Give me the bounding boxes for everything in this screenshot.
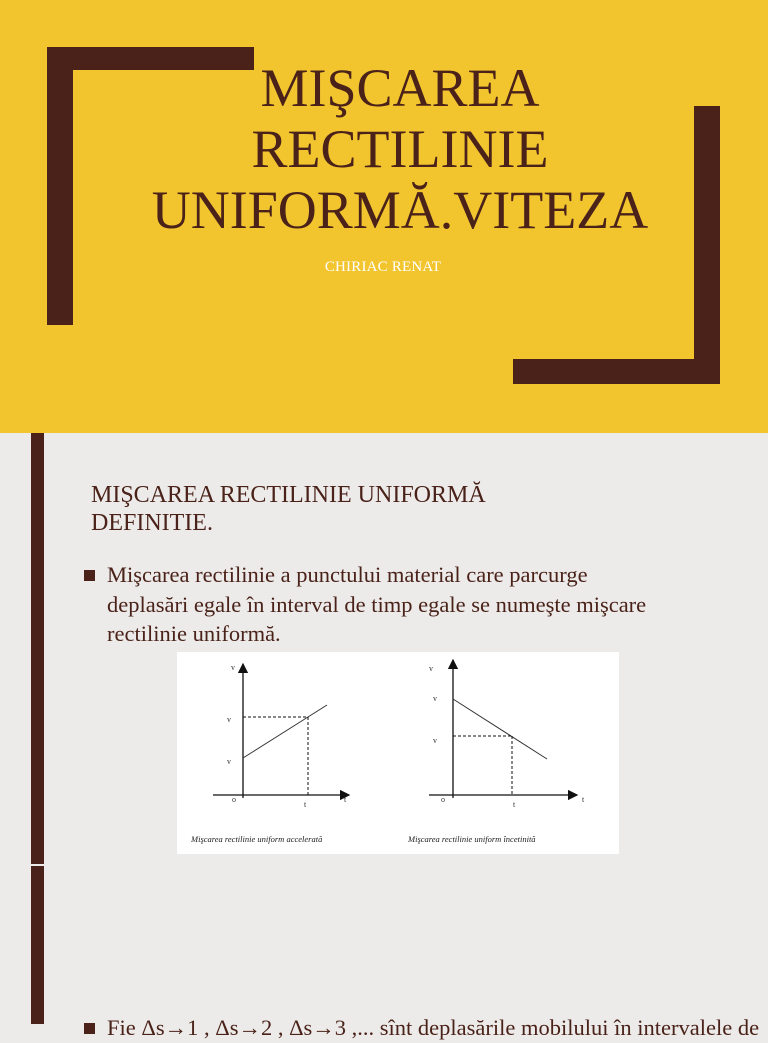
section-heading — [91, 481, 486, 537]
right-graph-caption: Mişcarea rectilinie uniform încetinită — [408, 834, 536, 844]
left-origin-label: o — [232, 795, 236, 804]
slide-title-line-3: UNIFORMĂ.VITEZA — [151, 180, 649, 240]
left-tick-v-upper: v — [227, 715, 231, 724]
section-heading-line-2: DEFINITIE. — [91, 510, 213, 536]
right-graph — [407, 660, 585, 844]
right-velocity-line — [453, 699, 547, 759]
bullet-square-icon — [84, 1023, 95, 1034]
left-tick-t: t — [304, 800, 307, 809]
right-y-axis-label: v — [429, 664, 433, 673]
left-accent-bar-upper — [31, 433, 44, 864]
bullet-square-icon — [84, 570, 95, 581]
left-tick-v-lower: v — [227, 757, 231, 766]
author-name: CHIRIAC RENAT — [324, 259, 442, 275]
content-slide — [0, 433, 768, 1040]
definition-line-2: deplasări egale în interval de timp egale se numeşte mişcare — [107, 591, 647, 617]
partial-bullet — [84, 1013, 760, 1043]
definition-bullet — [84, 560, 734, 649]
right-origin-label: o — [441, 795, 445, 804]
right-tick-t: t — [513, 800, 516, 809]
velocity-graphs-svg — [177, 652, 619, 854]
left-y-axis-label: v — [231, 663, 235, 672]
section-heading-line-1: MIŞCAREA RECTILINIE UNIFORMĂ — [91, 482, 486, 508]
definition-line-3: rectilinie uniformă. — [107, 621, 281, 646]
left-graph — [190, 663, 349, 844]
partial-bullet-text: Fie Δs→1 , Δs→2 , Δs→3 ,... sînt deplasările mobilului în intervalele de — [107, 1015, 760, 1040]
left-x-axis-label: t — [344, 795, 347, 804]
slide-title — [100, 58, 700, 241]
definition-line-1: Mişcarea rectilinie a punctului material care parcurge — [107, 562, 588, 587]
left-velocity-line — [243, 705, 327, 758]
right-x-axis-label: t — [582, 795, 585, 804]
top-left-bracket-vertical — [47, 47, 73, 325]
definition-text — [107, 560, 734, 649]
right-tick-v-lower: v — [433, 736, 437, 745]
bottom-right-bracket-horizontal — [513, 359, 720, 384]
velocity-graphs-figure — [177, 652, 619, 854]
slide-title-line-1: MIŞCAREA — [260, 58, 540, 118]
left-graph-caption: Mişcarea rectilinie uniform accelerată — [191, 834, 323, 844]
title-slide — [0, 0, 768, 433]
right-tick-v-upper: v — [433, 694, 437, 703]
left-accent-bar-lower — [31, 866, 44, 1024]
slide-title-line-2: RECTILINIE — [251, 119, 549, 179]
